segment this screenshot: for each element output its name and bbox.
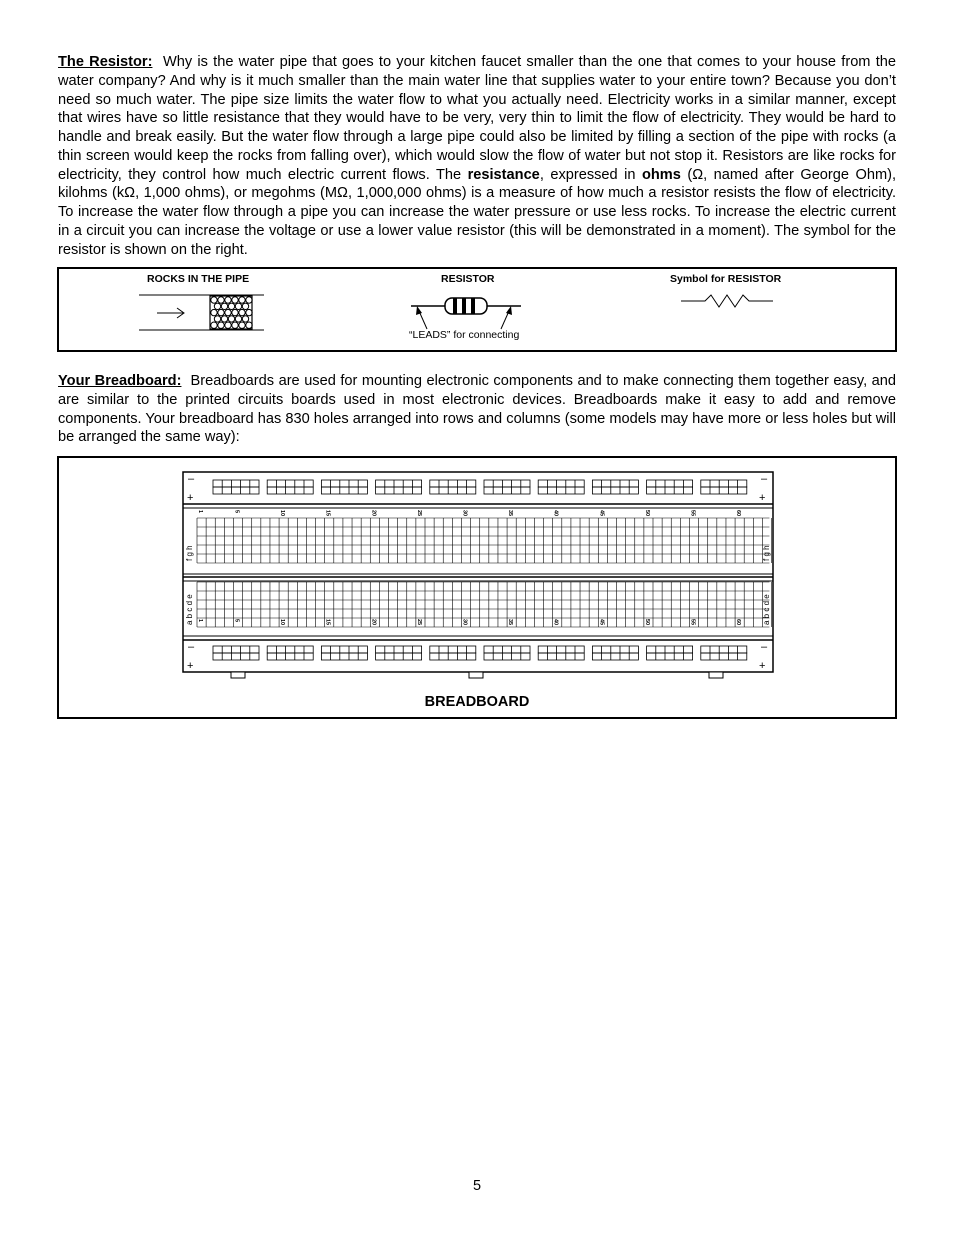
bottom-rail-minus-left: – [188, 641, 195, 653]
breadboard-drawing [181, 470, 781, 690]
resistor-drawing [409, 291, 529, 331]
column-number: 30 [461, 619, 468, 626]
column-number: 25 [415, 619, 422, 626]
breadboard-heading: Your Breadboard: [58, 373, 182, 389]
rocks-in-pipe-drawing [139, 291, 269, 335]
column-number: 60 [735, 510, 742, 517]
resistor-heading: The Resistor: [58, 54, 153, 70]
column-number: 15 [324, 619, 331, 626]
resistor-figure-box [57, 267, 897, 352]
column-number: 40 [552, 619, 559, 626]
column-number: 50 [643, 510, 650, 517]
column-number: 5 [233, 619, 240, 623]
column-number: 25 [415, 510, 422, 517]
column-number: 1 [197, 619, 203, 623]
ohms-term: ohms [641, 166, 681, 183]
row-letters-bottom-left: a b c d e [185, 594, 194, 625]
resistor-text-3: (Ω, named after George Ohm), kilohms (kΩ, 1,000 ohms), or megohms (MΩ, 1,000,000 ohms) is a measure of how much a resistor resists the flow of electricity. To increase the water flow through a pipe you can increase the water pressure or use less rocks. To increase the electric current in a circuit you can increase the voltage or use a lower value resistor (this will be demonstrated in a moment). The symbol for the resistor is shown on the right. [58, 166, 897, 258]
breadboard-caption: BREADBOARD [424, 694, 530, 710]
leads-caption: “LEADS” for connecting [409, 329, 520, 341]
top-rail-minus-left: – [188, 473, 195, 485]
resistor-text-1: Why is the water pipe that goes to your kitchen faucet smaller than the one that comes to your house from the water company? And why is it much smaller than the main water line that supplies water to your entire town? Because you don’t need so much water. The pipe size limits the water flow to what you actually need. Electricity works in a similar manner, except that wires have so little resistance that they would have to be very, very thin to limit the flow of electricity. They would be hard to handle and break easily. But the water flow through a large pipe could also be limited by filling a section of the pipe with rocks (a thin screen would keep the rocks from falling over), which would slow the flow of water but not stop it. Resistors are like rocks for electricity, they control how much electric current flows. The [58, 54, 896, 183]
column-number: 1 [197, 510, 203, 514]
column-number: 50 [643, 619, 650, 626]
row-letters-bottom-right: a b c d e [762, 594, 771, 625]
resistor-symbol [681, 291, 781, 311]
column-number: 40 [552, 510, 559, 517]
top-rail-minus-right: – [761, 473, 768, 485]
bottom-rail-minus-right: – [761, 641, 768, 653]
column-number: 45 [598, 510, 605, 517]
column-number: 15 [324, 510, 331, 517]
resistor-text-2: , expressed in [539, 166, 636, 183]
column-number: 55 [689, 619, 696, 626]
row-letters-top-right: f g h [762, 545, 771, 561]
column-number: 60 [735, 619, 742, 626]
rocks-caption: ROCKS IN THE PIPE [147, 273, 250, 285]
column-number: 55 [689, 510, 696, 517]
resistance-term: resistance [467, 166, 540, 183]
column-number: 5 [233, 510, 240, 514]
top-rail-plus-right: + [759, 492, 766, 504]
breadboard-paragraph [58, 372, 896, 447]
row-letters-top-left: f g h [185, 545, 194, 561]
column-number: 20 [370, 510, 377, 517]
bottom-rail-plus-left: + [187, 660, 194, 672]
breadboard-text: Breadboards are used for mounting electronic components and to make connecting them together easy, and are similar to the printed circuits boards used in most electronic devices. Breadboards make it easy to add and remove components. Your breadboard has 830 holes arranged into rows and columns (some models may have more or less holes but will be arranged the same way): [58, 373, 897, 446]
column-number: 20 [370, 619, 377, 626]
resistor-caption: RESISTOR [441, 273, 495, 285]
bottom-rail-plus-right: + [759, 660, 766, 672]
symbol-caption: Symbol for RESISTOR [670, 273, 782, 285]
column-number: 45 [598, 619, 605, 626]
column-number: 10 [279, 619, 286, 626]
breadboard-figure-box [57, 456, 897, 719]
top-rail-plus-left: + [187, 492, 194, 504]
column-number: 10 [279, 510, 286, 517]
resistor-paragraph [58, 53, 896, 259]
page-number: 5 [472, 1178, 482, 1194]
column-number: 30 [461, 510, 468, 517]
column-number: 35 [507, 619, 514, 626]
column-number: 35 [507, 510, 514, 517]
